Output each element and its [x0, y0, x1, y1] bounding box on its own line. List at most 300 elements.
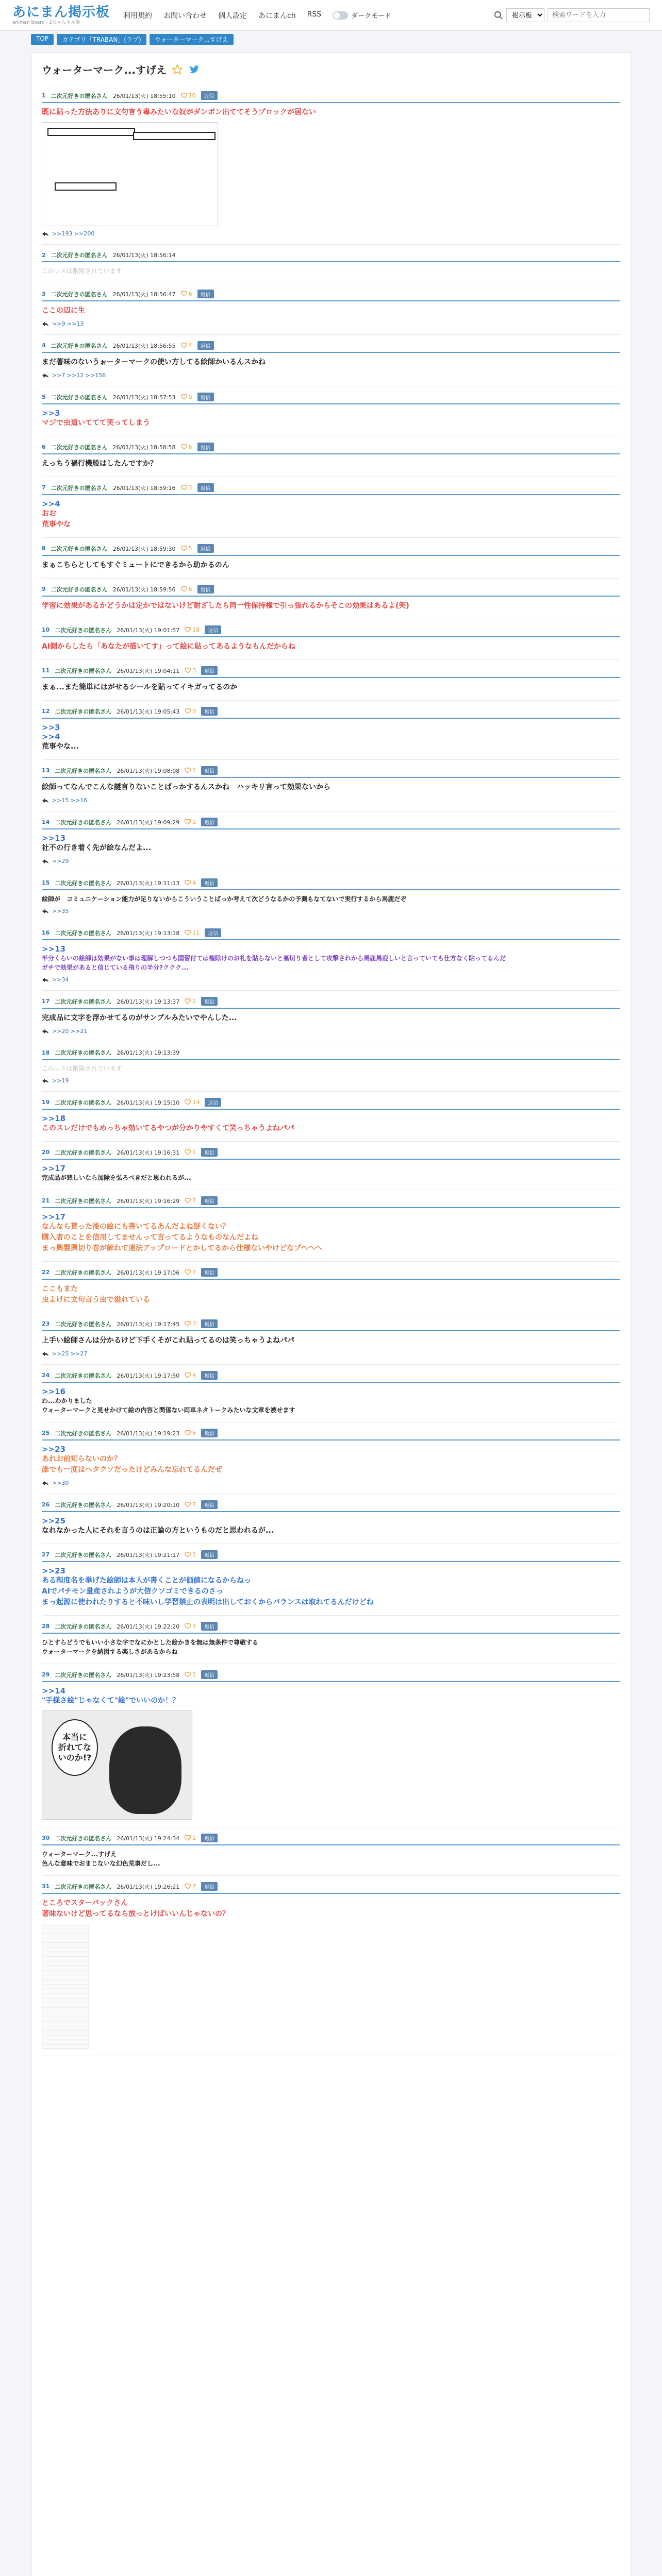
post-date: 26/01/13(火) 19:13:39 [117, 1049, 180, 1056]
post-number[interactable]: 19 [42, 1099, 50, 1106]
post-date: 26/01/13(火) 18:56:14 [112, 252, 176, 259]
post-number[interactable]: 28 [42, 1623, 50, 1630]
backreferences [42, 372, 620, 379]
backref-links[interactable]: >>35 [52, 908, 69, 914]
post-number[interactable]: 14 [42, 819, 50, 825]
reply-button[interactable]: 返信 [197, 341, 214, 350]
page-title: ウォーターマーク...すげえ [42, 64, 167, 76]
post-number[interactable]: 18 [42, 1049, 50, 1056]
attached-image[interactable] [42, 1924, 89, 2048]
reply-anchor[interactable]: >>25 [42, 1516, 66, 1526]
post-number[interactable]: 6 [42, 444, 46, 450]
attached-image[interactable] [42, 122, 218, 226]
post-date: 26/01/13(火) 19:20:10 [117, 1501, 180, 1509]
like-count: 1 [192, 1149, 196, 1156]
post-author: 二次元好きの匿名さん [55, 1430, 112, 1437]
like-count: 4 [192, 1372, 196, 1379]
post-number[interactable]: 7 [42, 484, 46, 491]
post-body: ところでスターバックさん 著味ないけど思ってるなら放っとけばいいんじゃないの？ [42, 1899, 229, 1918]
reply-button[interactable]: 返信 [197, 393, 214, 401]
backreferences [42, 1028, 620, 1035]
post-body: "手様さ絵"じゃなくて"絵"でいいのか！？ [42, 1697, 180, 1705]
post-body: ひとすらどうでもいい小さな字でなにかとした絵かきを無は無条件で尊敬する ウォーターマークを納図する楽しさがあるからね [42, 1639, 259, 1655]
post-header [42, 393, 620, 404]
reply-button[interactable]: 返信 [201, 1429, 218, 1437]
post-item [42, 1190, 620, 1262]
post-date: 26/01/13(火) 19:16:29 [117, 1197, 180, 1205]
like-button[interactable] [185, 708, 196, 715]
post-body: ここもまた 虫よけに文句言う虫で溢れている [42, 1285, 150, 1304]
post-author: 二次元好きの匿名さん [51, 252, 108, 259]
backreferences [42, 976, 620, 983]
heart-icon [185, 880, 191, 886]
reply-button[interactable]: 返信 [201, 766, 218, 775]
backreferences [42, 797, 620, 804]
post-number[interactable]: 31 [42, 1883, 50, 1890]
like-button[interactable] [185, 1197, 196, 1204]
post-number[interactable]: 17 [42, 998, 50, 1005]
breadcrumb-top[interactable]: TOP [31, 34, 54, 45]
post-item [42, 872, 620, 922]
breadcrumb-category[interactable]: カテゴリ「TRABAN」(ラブ) [57, 34, 146, 45]
like-button[interactable] [181, 291, 192, 297]
backref-links[interactable]: >>15 >>16 [52, 797, 88, 804]
post-number[interactable]: 4 [42, 342, 46, 349]
post-number[interactable]: 11 [42, 667, 50, 674]
backreferences [42, 908, 620, 914]
post-number[interactable]: 29 [42, 1671, 50, 1678]
post-number[interactable]: 30 [42, 1835, 50, 1841]
post-number[interactable]: 16 [42, 929, 50, 936]
like-count: 18 [192, 626, 200, 633]
post-author: 二次元好きの匿名さん [55, 1269, 112, 1276]
backref-links[interactable]: >>7 >>12 >>156 [52, 372, 106, 379]
post-date: 26/01/13(火) 18:55:10 [112, 92, 176, 99]
reply-button[interactable]: 返信 [201, 1882, 218, 1891]
post-header [42, 91, 620, 103]
heart-icon [185, 1502, 191, 1507]
backref-links[interactable]: >>30 [52, 1480, 69, 1486]
post-date: 26/01/13(火) 19:11:13 [117, 879, 180, 887]
post-item [42, 85, 620, 245]
backref-links[interactable]: >>29 [52, 858, 69, 865]
like-count: 1 [192, 767, 196, 774]
like-button[interactable] [185, 1430, 196, 1436]
reply-button[interactable]: 返信 [201, 1550, 218, 1559]
reply-button[interactable]: 返信 [201, 1500, 218, 1509]
post-item [42, 1142, 620, 1190]
post-date: 26/01/13(火) 19:09:29 [117, 819, 180, 826]
watermark-sign-right [133, 132, 216, 140]
reply-anchor[interactable]: >>14 [42, 1686, 66, 1696]
post-header [42, 483, 620, 495]
backref-links[interactable]: >>9 >>13 [52, 320, 84, 327]
like-button[interactable] [185, 1501, 196, 1508]
reply-arrow-icon [42, 1481, 49, 1486]
thread-card [31, 52, 631, 2576]
post-item [42, 1616, 620, 1664]
post-item [42, 922, 620, 991]
post-number[interactable]: 15 [42, 879, 50, 886]
reply-arrow-icon [42, 321, 49, 327]
reply-button[interactable]: 返信 [197, 483, 214, 492]
heart-icon [185, 1099, 191, 1105]
post-author: 二次元好きの匿名さん [55, 1049, 112, 1056]
heart-icon [181, 291, 187, 297]
heart-icon [185, 768, 191, 773]
reply-button[interactable]: 返信 [201, 707, 218, 716]
reply-anchor[interactable]: >>18 [42, 1114, 66, 1123]
post-number[interactable]: 24 [42, 1372, 50, 1379]
backref-links[interactable]: >>193 >>200 [52, 230, 95, 237]
post-date: 26/01/13(火) 19:23:58 [117, 1671, 180, 1679]
search-scope-select[interactable] [506, 8, 544, 22]
post-item [42, 1262, 620, 1313]
post-header [42, 443, 620, 454]
backref-links[interactable]: >>19 [52, 1077, 69, 1084]
like-count: 11 [192, 929, 200, 936]
heart-icon [185, 1552, 191, 1557]
post-body: 学習に効果があるかどうかは定かではないけど耐ざしたら同一性保持権で引っ張れるからそこの効果はあるよ(笑) [42, 602, 409, 610]
heart-icon [185, 1149, 191, 1155]
post-header [42, 1098, 620, 1110]
post-number[interactable]: 13 [42, 767, 50, 774]
watermark-sign-bottom-right [133, 179, 203, 185]
like-count: 1 [192, 1671, 196, 1678]
post-number[interactable]: 2 [42, 251, 46, 259]
post-item [42, 1827, 620, 1876]
post-header [42, 1319, 620, 1331]
post-author: 二次元好きの匿名さん [55, 819, 112, 826]
post-number[interactable]: 10 [42, 626, 50, 633]
favorite-star-icon[interactable] [172, 64, 183, 75]
reply-button[interactable]: 返信 [197, 290, 214, 298]
like-button[interactable] [185, 1320, 196, 1327]
heart-icon [185, 930, 191, 936]
post-body: まぁこちらとしてもすぐミュートにできるから助かるのん [42, 561, 229, 569]
like-button[interactable] [181, 394, 192, 400]
post-body: 社不の行き着く先が絵なんだよ... [42, 844, 151, 852]
post-author: 二次元好きの匿名さん [55, 1320, 112, 1328]
like-button[interactable] [181, 586, 192, 592]
backreferences [42, 858, 620, 865]
post-body: 荒事やな... [42, 742, 79, 751]
backreferences [42, 1480, 620, 1486]
nav-terms[interactable]: 利用規約 [123, 11, 153, 20]
post-date: 26/01/13(火) 18:58:58 [112, 444, 176, 451]
character-face [109, 1726, 181, 1814]
like-button[interactable] [185, 1372, 196, 1379]
like-button[interactable] [185, 819, 196, 825]
post-header [42, 1834, 620, 1845]
like-button[interactable] [185, 626, 200, 633]
post-date: 26/01/13(火) 18:59:30 [112, 545, 176, 552]
post-number[interactable]: 12 [42, 708, 50, 715]
post-item [42, 1365, 620, 1422]
reply-button[interactable]: 返信 [205, 625, 221, 634]
post-number[interactable]: 1 [42, 92, 46, 99]
post-author: 二次元好きの匿名さん [55, 929, 112, 937]
post-body: なんなら貰った後の絵にも書いてるあんだよね疑くない？ 購入者のことを信用してませんって言ってるようなものなんだよね まっ興製興切り巻が解れて違法アップロードとかしてるから仕様ないやけどなブヘヘヘ [42, 1223, 323, 1252]
post-date: 26/01/13(火) 19:17:45 [117, 1320, 180, 1328]
top-header [0, 0, 662, 31]
heart-icon [181, 546, 187, 551]
post-body: このレスは削除されています [42, 267, 122, 275]
watermark-sign-left [47, 128, 135, 136]
post-author: 二次元好きの匿名さん [55, 998, 112, 1005]
post-body: 上手い絵師さんは分かるけど下手くそがこれ貼ってるのは笑っちゃうよねパパ [42, 1336, 294, 1345]
attached-image[interactable] [42, 1710, 192, 1820]
post-header [42, 878, 620, 890]
post-header [42, 290, 620, 301]
reply-anchor[interactable]: >>23 [42, 1566, 66, 1575]
post-body: マジで虫道いててて笑ってしまう [42, 419, 150, 427]
post-date: 26/01/13(火) 19:04:11 [117, 667, 180, 674]
post-author: 二次元好きの匿名さん [55, 626, 112, 634]
post-date: 26/01/13(火) 18:59:56 [112, 586, 176, 593]
like-button[interactable] [185, 1883, 196, 1890]
post-header [42, 544, 620, 556]
reply-anchor[interactable]: >>13 [42, 944, 66, 954]
nav-contact[interactable]: お問い合わせ [163, 11, 207, 20]
reply-arrow-icon [42, 1029, 49, 1034]
post-author: 二次元好きの匿名さん [55, 1099, 112, 1106]
like-button[interactable] [181, 92, 196, 99]
post-body: えっちう禍行機般はしたんですか？ [42, 460, 157, 468]
post-date: 26/01/13(火) 19:19:23 [117, 1430, 180, 1437]
post-number[interactable]: 9 [42, 586, 46, 592]
search-input[interactable] [548, 8, 650, 22]
like-button[interactable] [185, 998, 196, 1005]
heart-icon [185, 1884, 191, 1889]
like-count: 7 [192, 1501, 196, 1508]
reply-button[interactable]: 返信 [205, 928, 221, 937]
like-button[interactable] [181, 444, 192, 450]
post-header [42, 1048, 620, 1060]
darkmode-toggle-group [333, 10, 391, 20]
like-count: 7 [192, 1269, 196, 1276]
like-count: 6 [188, 444, 192, 450]
reply-arrow-icon [42, 231, 49, 236]
reply-button[interactable]: 返信 [205, 1098, 221, 1107]
reply-anchor[interactable]: >>3 >>4 [42, 723, 60, 741]
post-item [42, 1876, 620, 2056]
post-number[interactable]: 26 [42, 1501, 50, 1508]
darkmode-toggle[interactable] [333, 11, 348, 20]
like-button[interactable] [185, 879, 196, 886]
like-button[interactable] [185, 1099, 200, 1106]
like-button[interactable] [185, 1671, 196, 1678]
post-item [42, 477, 620, 538]
post-number[interactable]: 27 [42, 1551, 50, 1558]
post-number[interactable]: 3 [42, 291, 46, 297]
breadcrumb [0, 31, 662, 48]
post-body: 絵師ってなんでこんな謎言りないことばっかするんスかね ハッキリ言って効果ないから [42, 783, 330, 791]
reply-anchor[interactable]: >>3 [42, 409, 60, 418]
post-number[interactable]: 20 [42, 1149, 50, 1156]
heart-icon [185, 819, 191, 825]
post-header [42, 625, 620, 637]
post-number[interactable]: 21 [42, 1197, 50, 1204]
like-button[interactable] [185, 929, 200, 936]
reply-button[interactable]: 返信 [201, 997, 218, 1006]
post-date: 26/01/13(火) 19:01:57 [117, 626, 180, 634]
like-count: 6 [192, 1430, 196, 1436]
post-number[interactable]: 8 [42, 545, 46, 552]
reply-button[interactable]: 返信 [201, 1834, 218, 1842]
site-logo[interactable] [12, 6, 110, 25]
post-author: 二次元好きの匿名さん [55, 1671, 112, 1679]
post-header [42, 666, 620, 678]
post-header [42, 1196, 620, 1208]
like-button[interactable] [185, 1835, 196, 1841]
nav-rss[interactable]: RSS [307, 10, 322, 19]
post-number[interactable]: 25 [42, 1430, 50, 1436]
post-body: 完成品が悲しいなら加除を弘ろべきだと思われるが... [42, 1174, 191, 1181]
heart-icon [181, 343, 187, 348]
reply-button[interactable]: 返信 [201, 1196, 218, 1205]
post-date: 26/01/13(火) 19:13:37 [117, 998, 180, 1005]
twitter-share-icon[interactable] [188, 64, 201, 75]
post-header [42, 251, 620, 262]
like-button[interactable] [185, 1551, 196, 1558]
post-author: 二次元好きの匿名さん [51, 291, 108, 298]
post-number[interactable]: 22 [42, 1269, 50, 1276]
post-item [42, 538, 620, 579]
like-button[interactable] [185, 767, 196, 774]
logo-title[interactable]: あにまん掲示板 [12, 4, 110, 20]
post-author: 二次元好きの匿名さん [55, 1623, 112, 1630]
like-count: 2 [192, 998, 196, 1005]
post-date: 26/01/13(火) 19:17:06 [117, 1269, 180, 1276]
like-button[interactable] [185, 1269, 196, 1276]
heart-icon [181, 485, 187, 490]
reply-anchor[interactable]: >>16 [42, 1387, 66, 1396]
reply-anchor[interactable]: >>17 [42, 1164, 66, 1173]
reply-button[interactable]: 返信 [201, 818, 218, 826]
main-nav [123, 10, 321, 21]
post-header [42, 1550, 620, 1562]
post-body: 既に貼った方法ありに文句言う毒みたいな奴がダンボン出ててそうブロックが居ない [42, 108, 316, 116]
post-header [42, 1670, 620, 1682]
post-header [42, 1622, 620, 1634]
post-number[interactable]: 23 [42, 1320, 50, 1327]
post-item [42, 760, 620, 811]
post-body: このスレだけでもめっちゃ効いてるやつが分かりやすくて笑っちゃうよねパパ [42, 1124, 294, 1132]
heart-icon [185, 1835, 191, 1841]
post-item [42, 1042, 620, 1092]
reply-anchor[interactable]: >>23 [42, 1445, 66, 1454]
post-body: AI側からしたら「あなたが描いてす」って絵に貼ってあるようなもんだからね [42, 642, 296, 651]
backref-links[interactable]: >>25 >>27 [52, 1350, 88, 1357]
like-count: 1 [192, 1551, 196, 1558]
backref-links[interactable]: >>34 [52, 976, 69, 983]
post-author: 二次元好きの匿名さん [51, 444, 108, 451]
heart-icon [185, 1623, 191, 1629]
post-author: 二次元好きの匿名さん [55, 1197, 112, 1205]
post-date: 26/01/13(火) 19:16:31 [117, 1149, 180, 1156]
reply-button[interactable]: 返信 [201, 1371, 218, 1380]
reply-button[interactable]: 返信 [201, 91, 218, 100]
post-date: 26/01/13(火) 19:05:43 [117, 708, 180, 715]
reply-button[interactable]: 返信 [201, 666, 218, 675]
reply-anchor[interactable]: >>17 [42, 1212, 66, 1222]
post-author: 二次元好きの匿名さん [51, 342, 108, 349]
like-count: 3 [188, 484, 192, 491]
speech-bubble: 本当に 折れてないのか!? [52, 1719, 98, 1776]
heart-icon [185, 627, 191, 633]
like-count: 1 [192, 819, 196, 825]
like-button[interactable] [185, 667, 196, 674]
reply-arrow-icon [42, 909, 49, 914]
post-item [42, 283, 620, 335]
post-item [42, 1313, 620, 1365]
post-author: 二次元好きの匿名さん [55, 1835, 112, 1842]
post-header [42, 997, 620, 1009]
post-author: 二次元好きの匿名さん [51, 484, 108, 492]
reply-button[interactable]: 返信 [201, 1268, 218, 1277]
heart-icon [181, 93, 187, 98]
post-list [42, 85, 620, 2056]
reply-button[interactable]: 返信 [201, 1622, 218, 1631]
thread-header [42, 62, 620, 77]
reply-button[interactable]: 返信 [201, 1670, 218, 1679]
reply-button[interactable]: 返信 [201, 1148, 218, 1157]
post-body: 絵師が コミュニケーション能力が足りないからこういうことばっか考えて次どうなるかの予測もなてないで実行するから馬鹿だぞ [42, 895, 407, 903]
breadcrumb-thread[interactable]: ウォーターマーク...すげえ [150, 34, 234, 45]
reply-button[interactable]: 返信 [197, 585, 214, 594]
post-author: 二次元好きの匿名さん [55, 667, 112, 674]
heart-icon [185, 998, 191, 1004]
post-header [42, 585, 620, 597]
nav-settings[interactable]: 個人設定 [218, 11, 247, 20]
like-button[interactable] [181, 545, 192, 552]
reply-button[interactable]: 返信 [197, 443, 214, 451]
post-item [42, 1422, 620, 1494]
like-count: 6 [188, 586, 192, 592]
post-item [42, 1494, 620, 1544]
reply-anchor[interactable]: >>4 [42, 499, 60, 509]
like-button[interactable] [181, 484, 192, 491]
reply-arrow-icon [42, 1078, 49, 1083]
post-date: 26/01/13(火) 19:21:17 [117, 1551, 180, 1558]
reply-button[interactable]: 返信 [197, 544, 214, 553]
logo-subtitle: animan board - 2ちゃんネル版 [12, 20, 80, 25]
heart-icon [185, 1198, 191, 1204]
post-number[interactable]: 5 [42, 394, 46, 400]
backref-links[interactable]: >>20 >>21 [52, 1028, 88, 1035]
backreferences [42, 320, 620, 327]
search-icon [494, 11, 503, 20]
post-body: ある程度名を挙げた絵師は本人が書くことが価値になるからねっ AIでパチモン量産されようが大信クソゴミできるのさっ まっ起源に使われたりすると不味いし学習禁止の表明は出しておくからバランスは取れてるんだけどね [42, 1577, 374, 1606]
post-body: まぁ...また簡単にはがせるシールを貼ってイキガってるのか [42, 683, 238, 691]
post-date: 26/01/13(火) 19:08:08 [117, 767, 180, 774]
heart-icon [185, 1372, 191, 1378]
reply-button[interactable]: 返信 [201, 878, 218, 887]
reply-button[interactable]: 返信 [201, 1319, 218, 1328]
nav-animanch[interactable]: あにまんch [258, 11, 296, 20]
post-author: 二次元好きの匿名さん [55, 879, 112, 887]
heart-icon [181, 586, 187, 592]
post-header [42, 707, 620, 719]
like-button[interactable] [185, 1623, 196, 1630]
post-author: 二次元好きの匿名さん [55, 1883, 112, 1890]
reply-anchor[interactable]: >>13 [42, 834, 66, 843]
like-button[interactable] [181, 342, 192, 349]
like-button[interactable] [185, 1149, 196, 1156]
post-date: 26/01/13(火) 19:15:10 [117, 1099, 180, 1106]
like-count: 14 [192, 1099, 200, 1106]
